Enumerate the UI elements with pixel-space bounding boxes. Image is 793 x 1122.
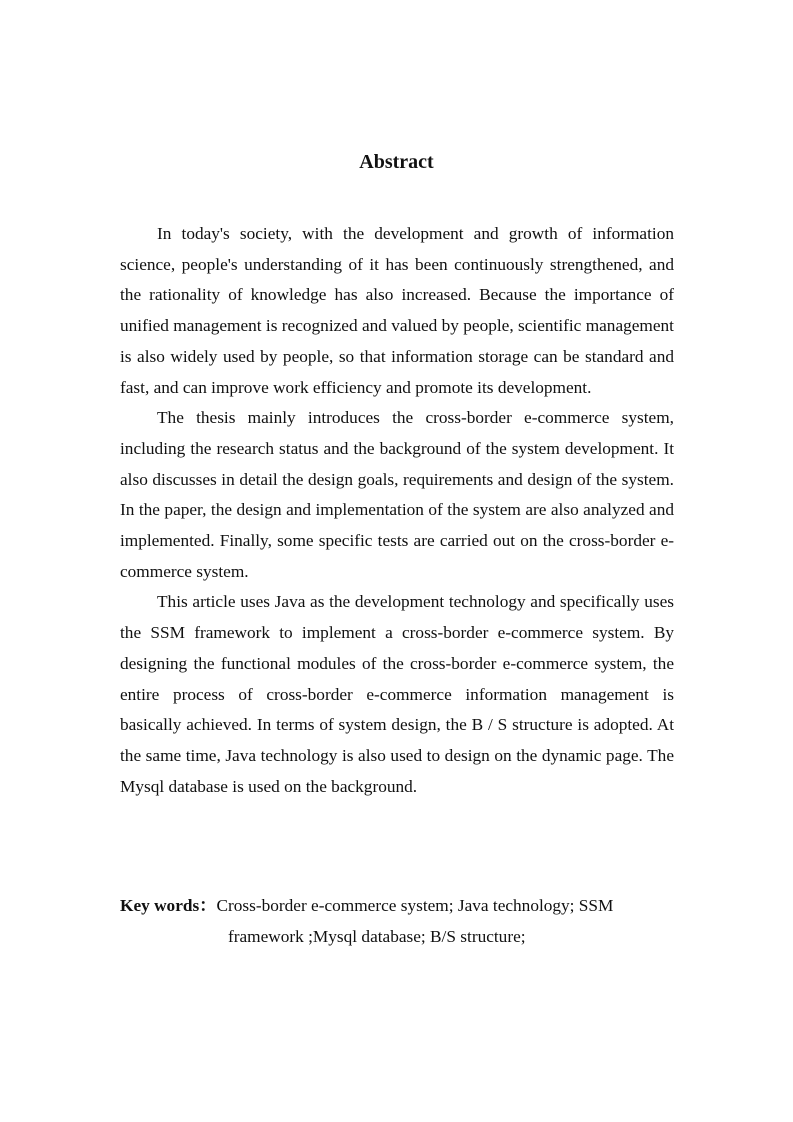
keywords-line-1 — [120, 891, 680, 922]
abstract-title: Abstract — [359, 151, 434, 173]
keywords-text-1: Cross-border e-commerce system; Java technology; SSM — [216, 896, 614, 915]
keywords-block — [120, 891, 680, 952]
abstract-paragraph-2: The thesis mainly introduces the cross-border e-commerce system, including the research status and the background of the system development. It also discusses in detail the design goals, requirements and design of the system. In the paper, the design and implementation of the system are also analyzed and implemented. Finally, some specific tests are carried out on the cross-border e-commerce system. — [120, 408, 674, 581]
keywords-line-2: framework ;Mysql database; B/S structure; — [228, 926, 526, 946]
abstract-paragraph-3: This article uses Java as the development technology and specifically uses the SSM framework to implement a cross-border e-commerce system. By designing the functional modules of the cross-border e-commerce system, the entire process of cross-border e-commerce information management is basically achieved. In terms of system design, the B / S structure is adopted. At the same time, Java technology is also used to design on the dynamic page. The Mysql database is used on the background. — [120, 592, 674, 796]
abstract-paragraph-1: In today's society, with the development and growth of information science, people's understanding of it has been continuously strengthened, and the rationality of knowledge has also increased. Because the importance of unified management is recognized and valued by people, scientific management is also widely used by people, so that information storage can be standard and fast, and can improve work efficiency and promote its development. — [120, 224, 674, 397]
abstract-body — [120, 219, 674, 802]
keywords-label: Key words： — [120, 896, 217, 915]
